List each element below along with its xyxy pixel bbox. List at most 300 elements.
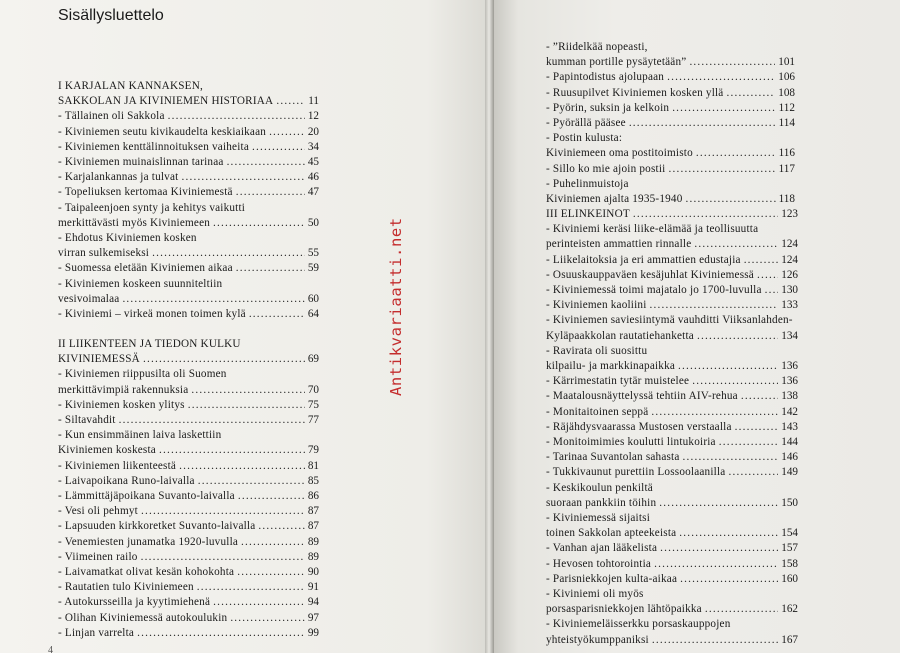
dot-leader bbox=[728, 465, 778, 480]
page-number: 46 bbox=[307, 171, 319, 184]
toc-entry bbox=[58, 125, 319, 140]
page-number: 87 bbox=[307, 505, 319, 518]
toc-entry bbox=[546, 541, 798, 556]
dot-leader bbox=[119, 413, 305, 428]
toc-entry-title: - Vesi oli pehmyt bbox=[58, 505, 138, 518]
toc-entry-title: - Kiviniemi – virkeä monen toimen kylä bbox=[58, 308, 246, 321]
page-number: 112 bbox=[778, 101, 795, 114]
toc-entry-last-line bbox=[546, 207, 798, 222]
page-number: 106 bbox=[778, 71, 795, 84]
dot-leader bbox=[719, 435, 778, 450]
toc-entry bbox=[58, 474, 319, 489]
page-number: 136 bbox=[781, 360, 798, 373]
toc-entry-title: SAKKOLAN JA KIVINIEMEN HISTORIAA bbox=[58, 95, 274, 108]
toc-entry-line: - Kun ensimmäinen laiva laskettiin bbox=[58, 429, 222, 442]
dot-leader bbox=[744, 253, 779, 268]
dot-leader bbox=[654, 557, 778, 572]
dot-leader bbox=[696, 146, 776, 161]
page-number: 94 bbox=[307, 596, 319, 609]
dot-leader bbox=[652, 633, 778, 648]
toc-entry-title: - Parisniekkojen kulta-aikaa bbox=[546, 572, 678, 585]
toc-entry-last-line bbox=[58, 459, 319, 474]
toc-entry-last-line bbox=[546, 389, 798, 404]
toc-entry-last-line bbox=[546, 557, 798, 572]
toc-entry-last-line bbox=[546, 420, 798, 435]
toc-entry-title: Kiviniemeen oma postitoimisto bbox=[546, 147, 693, 160]
dot-leader bbox=[757, 268, 778, 283]
toc-entry-last-line bbox=[58, 398, 319, 413]
toc-entry-last-line bbox=[58, 246, 319, 261]
toc-entry-last-line bbox=[546, 465, 798, 480]
toc-entry bbox=[58, 231, 319, 261]
toc-entry-last-line bbox=[546, 405, 798, 420]
toc-entry-last-line bbox=[546, 526, 798, 541]
toc-entry-title: kilpailu- ja markkinapaikka bbox=[546, 360, 676, 373]
toc-entry-last-line bbox=[58, 125, 319, 140]
toc-entry bbox=[58, 611, 319, 626]
dot-leader bbox=[678, 359, 778, 374]
toc-entry bbox=[546, 435, 798, 450]
toc-entry-title: - Kärrimestatin tytär muistelee bbox=[546, 375, 690, 388]
page-number: 47 bbox=[307, 186, 319, 199]
toc-entry bbox=[546, 450, 798, 465]
toc-entry-title: merkittävästi myös Kiviniemeen bbox=[58, 216, 211, 229]
toc-entry-last-line bbox=[58, 580, 319, 595]
toc-entry-last-line bbox=[58, 550, 319, 565]
toc-entry-last-line bbox=[546, 541, 798, 556]
page-number: 97 bbox=[307, 611, 319, 624]
toc-entry-last-line bbox=[58, 307, 319, 322]
page-number: 45 bbox=[307, 156, 319, 169]
toc-entry bbox=[546, 116, 795, 131]
toc-entry-title: - Olihan Kiviniemessä autokoulukin bbox=[58, 611, 228, 624]
page-number: 114 bbox=[778, 117, 795, 130]
toc-entry-line: - Kiviniemen riippusilta oli Suomen bbox=[58, 368, 227, 381]
dot-leader bbox=[237, 565, 305, 580]
toc-entry bbox=[58, 459, 319, 474]
dot-leader bbox=[683, 450, 779, 465]
toc-entry bbox=[58, 277, 319, 307]
dot-leader bbox=[141, 504, 305, 519]
toc-entry-title: - Monitoimimies koulutti lintukoiria bbox=[546, 436, 716, 449]
toc-entry-line: - Kiviniemessä sijaitsi bbox=[546, 512, 651, 525]
toc-entry-title: - Pyörin, suksin ja kelkoin bbox=[546, 101, 670, 114]
toc-entry-title: - Rautatien tulo Kiviniemeen bbox=[58, 581, 194, 594]
toc-entry bbox=[546, 389, 798, 404]
page-number: 89 bbox=[307, 550, 319, 563]
toc-entry-last-line bbox=[58, 94, 319, 109]
toc-entry-line: - Kiviniemeläisserkku porsaskauppojen bbox=[546, 618, 731, 631]
toc-entry bbox=[58, 595, 319, 610]
toc-entry-last-line bbox=[546, 101, 795, 116]
page-number: 34 bbox=[307, 140, 319, 153]
toc-entry-title: - Tällainen oli Sakkola bbox=[58, 110, 165, 123]
toc-entry bbox=[546, 177, 795, 207]
page-number: 99 bbox=[307, 626, 319, 639]
toc-entry bbox=[546, 131, 795, 161]
toc-entry bbox=[546, 420, 798, 435]
toc-entry-title: - Venemiesten junamatka 1920-luvulla bbox=[58, 535, 239, 548]
dot-leader bbox=[179, 459, 305, 474]
toc-entry-last-line bbox=[58, 474, 319, 489]
toc-entry-line: - Ravirata oli suosittu bbox=[546, 344, 648, 357]
dot-leader bbox=[198, 474, 305, 489]
toc-entry-last-line bbox=[58, 216, 319, 231]
page-number: 118 bbox=[778, 193, 795, 206]
toc-entry-line: - ”Riidelkää nopeasti, bbox=[546, 41, 648, 53]
toc-entry-line: - Kiviniemen saviesiintymä vauhditti Viiksanlahden- bbox=[546, 314, 793, 327]
toc-entry-title: - Kiviniemen liikenteestä bbox=[58, 459, 177, 472]
dot-leader bbox=[236, 261, 305, 276]
dot-leader bbox=[741, 389, 778, 404]
dot-leader bbox=[689, 55, 775, 70]
page-number: 75 bbox=[307, 398, 319, 411]
toc-entry-line: - Kiviniemen koskeen suunniteltiin bbox=[58, 277, 223, 290]
toc-entry-last-line bbox=[546, 450, 798, 465]
page-number: 167 bbox=[781, 633, 798, 646]
page-number: 11 bbox=[308, 95, 319, 108]
toc-entry-title: toinen Sakkolan apteekeista bbox=[546, 527, 677, 540]
toc-entry-title: - Osuuskauppaväen kesäjuhlat Kiviniemessä bbox=[546, 268, 754, 281]
toc-entry-title: virran sulkemiseksi bbox=[58, 247, 150, 260]
dot-leader bbox=[705, 602, 778, 617]
page-number: 59 bbox=[307, 262, 319, 275]
toc-entry-title: - Topeliuksen kertomaa Kiviniemestä bbox=[58, 186, 233, 199]
toc-entry-last-line bbox=[546, 268, 798, 283]
page-number: 162 bbox=[781, 603, 798, 616]
toc-entry-title: - Siltavahdit bbox=[58, 414, 116, 427]
toc-entry bbox=[58, 398, 319, 413]
dot-leader bbox=[651, 405, 778, 420]
toc-entry bbox=[58, 550, 319, 565]
dot-leader bbox=[258, 519, 304, 534]
toc-entry-title: - Kiviniemen kenttälinnoituksen vaiheita bbox=[58, 140, 249, 153]
toc-entry-last-line bbox=[546, 374, 798, 389]
toc-entry-line: - Ehdotus Kiviniemen kosken bbox=[58, 232, 197, 245]
toc-entry-title: - Kiviniemen seutu kivikaudelta keskiaikaan bbox=[58, 125, 267, 138]
toc-entry bbox=[546, 313, 798, 343]
toc-entry-line: - Taipaleenjoen synty ja kehitys vaikutti bbox=[58, 201, 246, 214]
toc-entry-title: merkittävimpiä rakennuksia bbox=[58, 383, 189, 396]
page-number: 124 bbox=[781, 253, 798, 266]
toc-entry bbox=[58, 489, 319, 504]
toc-entry-last-line bbox=[546, 359, 798, 374]
dot-leader bbox=[694, 237, 778, 252]
toc-entry bbox=[58, 337, 319, 367]
toc-entry-title: KIVINIEMESSÄ bbox=[58, 353, 140, 366]
page-number: 117 bbox=[778, 162, 795, 175]
toc-entry-title: - Kiviniemen kaoliini bbox=[546, 299, 647, 312]
dot-leader bbox=[191, 383, 304, 398]
toc-entry bbox=[546, 40, 795, 70]
dot-leader bbox=[680, 572, 778, 587]
toc-entry-last-line bbox=[546, 116, 795, 131]
toc-entry bbox=[546, 344, 798, 374]
page-number: 81 bbox=[307, 459, 319, 472]
dot-leader bbox=[181, 170, 304, 185]
toc-entry bbox=[546, 557, 798, 572]
toc-entry bbox=[546, 465, 798, 480]
page-number: 55 bbox=[307, 247, 319, 260]
toc-entry-title: - Tukkivaunut purettiin Lossoolaanilla bbox=[546, 466, 726, 479]
dot-leader bbox=[213, 216, 305, 231]
page-number: 86 bbox=[307, 490, 319, 503]
toc-entry-last-line bbox=[58, 489, 319, 504]
toc-entry-title: - Lämmittäjäpoikana Suvanto-laivalla bbox=[58, 490, 235, 503]
toc-entry bbox=[546, 283, 798, 298]
toc-entry-last-line bbox=[58, 413, 319, 428]
toc-entry-title: - Räjähdysvaarassa Mustosen verstaalla bbox=[546, 420, 732, 433]
toc-entry-title: - Pyörällä pääsee bbox=[546, 117, 626, 130]
toc-entry bbox=[58, 307, 319, 322]
dot-leader bbox=[137, 626, 305, 641]
toc-entry-title: - Ruusupilvet Kiviniemen kosken yllä bbox=[546, 86, 724, 99]
page-number: 138 bbox=[781, 390, 798, 403]
toc-entry-title: - Liikelaitoksia ja eri ammattien edustajia bbox=[546, 253, 741, 266]
toc-entry-title: Kyläpaakkolan rautatiehanketta bbox=[546, 329, 694, 342]
page-number: 12 bbox=[307, 110, 319, 123]
toc-entry-title: - Kiviniemessä toimi majatalo jo 1700-luvulla bbox=[546, 284, 762, 297]
page-number: 108 bbox=[778, 86, 795, 99]
toc-entry-last-line bbox=[546, 298, 798, 313]
toc-entry-last-line bbox=[546, 237, 798, 252]
toc-entry-last-line bbox=[546, 70, 795, 85]
page-number: 157 bbox=[781, 542, 798, 555]
toc-entry-line: II LIIKENTEEN JA TIEDON KULKU bbox=[58, 338, 241, 350]
toc-entry-line: - Keskikoulun penkiltä bbox=[546, 481, 653, 494]
toc-entry-title: - Laivamatkat olivat kesän kohokohta bbox=[58, 566, 235, 579]
page-number: 60 bbox=[307, 292, 319, 305]
toc-entry bbox=[546, 572, 798, 587]
toc-entry-last-line bbox=[58, 626, 319, 641]
toc-entry-last-line bbox=[58, 565, 319, 580]
page-number: 130 bbox=[781, 284, 798, 297]
dot-leader bbox=[269, 125, 305, 140]
toc-entry-last-line bbox=[58, 352, 319, 367]
page-number: 101 bbox=[778, 56, 795, 69]
toc-entry-last-line bbox=[58, 261, 319, 276]
watermark-text: Antikvariaatti.net bbox=[387, 217, 405, 396]
toc-entry-last-line bbox=[58, 443, 319, 458]
dot-leader bbox=[168, 109, 305, 124]
page-number: 77 bbox=[307, 414, 319, 427]
toc-entry bbox=[58, 261, 319, 276]
dot-leader bbox=[735, 420, 779, 435]
toc-entry-title: Kiviniemen koskesta bbox=[58, 444, 156, 457]
toc-entry-line: - Kiviniemi keräsi liike-elämää ja teollisuutta bbox=[546, 223, 759, 236]
page-number: 87 bbox=[307, 520, 319, 533]
toc-entry-last-line bbox=[546, 329, 798, 344]
toc-entry bbox=[546, 405, 798, 420]
toc-entry bbox=[546, 587, 798, 617]
toc-entry bbox=[546, 70, 795, 85]
toc-entry-last-line bbox=[546, 86, 795, 101]
dot-leader bbox=[668, 162, 775, 177]
dot-leader bbox=[667, 70, 775, 85]
toc-entry bbox=[58, 140, 319, 155]
page-number: 160 bbox=[781, 572, 798, 585]
toc-entry-title: porsasparisniekkojen lähtöpaikka bbox=[546, 603, 702, 616]
dot-leader bbox=[692, 374, 778, 389]
toc-entry bbox=[546, 222, 798, 252]
toc-entry-title: - Kiviniemen kosken ylitys bbox=[58, 398, 185, 411]
toc-entry-title: kumman portille pysäytetään” bbox=[546, 56, 687, 69]
toc-entry-last-line bbox=[58, 519, 319, 534]
toc-entry bbox=[58, 367, 319, 397]
dot-leader bbox=[122, 292, 304, 307]
toc-entry bbox=[58, 185, 319, 200]
page-number: 89 bbox=[307, 535, 319, 548]
toc-entry bbox=[546, 162, 795, 177]
toc-entry-title: suoraan pankkiin töihin bbox=[546, 496, 657, 509]
toc-entry bbox=[546, 207, 798, 222]
toc-entry bbox=[546, 253, 798, 268]
toc-entry-last-line bbox=[58, 185, 319, 200]
page-number: 124 bbox=[781, 238, 798, 251]
toc-entry-last-line bbox=[546, 435, 798, 450]
toc-entry-title: - Kiviniemen muinaislinnan tarinaa bbox=[58, 156, 224, 169]
page-number: 142 bbox=[781, 405, 798, 418]
toc-entry-last-line bbox=[58, 140, 319, 155]
toc-entry bbox=[58, 155, 319, 170]
dot-leader bbox=[633, 207, 778, 222]
toc-entry bbox=[546, 374, 798, 389]
page-number: 149 bbox=[781, 466, 798, 479]
toc-entry-title: Kiviniemen ajalta 1935-1940 bbox=[546, 193, 683, 206]
toc-entry-title: - Autokursseilla ja kyytimiehenä bbox=[58, 596, 211, 609]
toc-entry-last-line bbox=[546, 633, 798, 648]
toc-entry-line: - Puhelinmuistoja bbox=[546, 177, 629, 190]
page-number: 70 bbox=[307, 383, 319, 396]
dot-leader bbox=[276, 94, 305, 109]
dot-leader bbox=[230, 611, 305, 626]
toc-entry-title: - Sillo ko mie ajoin postii bbox=[546, 162, 666, 175]
toc-entry-last-line bbox=[546, 572, 798, 587]
toc-entry-title: - Suomessa eletään Kiviniemen aikaa bbox=[58, 262, 233, 275]
dot-leader bbox=[726, 86, 775, 101]
dot-leader bbox=[765, 283, 779, 298]
toc-entry bbox=[58, 170, 319, 185]
page-number: 116 bbox=[778, 147, 795, 160]
toc-entry-title: - Hevosen tohtorointia bbox=[546, 557, 652, 570]
toc-entry-title: - Karjalankannas ja tulvat bbox=[58, 171, 179, 184]
toc-entry-title: - Tarinaa Suvantolan sahasta bbox=[546, 451, 680, 464]
dot-leader bbox=[213, 595, 305, 610]
dot-leader bbox=[141, 550, 305, 565]
page-number: 79 bbox=[307, 444, 319, 457]
dot-leader bbox=[629, 116, 776, 131]
gutter bbox=[485, 0, 494, 653]
toc-entry-last-line bbox=[546, 146, 795, 161]
toc-entry-title: - Monitaitoinen seppä bbox=[546, 405, 649, 418]
dot-leader bbox=[686, 192, 776, 207]
toc-entry bbox=[58, 109, 319, 124]
toc-entry-title: - Viimeinen railo bbox=[58, 550, 138, 563]
page-number: 4 bbox=[48, 645, 53, 653]
toc-entry-last-line bbox=[58, 504, 319, 519]
page-number: 69 bbox=[307, 353, 319, 366]
toc-entry-title: - Papintodistus ajolupaan bbox=[546, 71, 665, 84]
dot-leader bbox=[660, 541, 778, 556]
toc-entry bbox=[58, 201, 319, 231]
page-number: 158 bbox=[781, 557, 798, 570]
page-number: 133 bbox=[781, 299, 798, 312]
toc-entry-last-line bbox=[58, 170, 319, 185]
page-title: Sisällysluettelo bbox=[58, 7, 164, 24]
toc-entry-title: - Lapsuuden kirkkoretket Suvanto-laivalla bbox=[58, 520, 256, 533]
toc-entry-last-line bbox=[58, 595, 319, 610]
page-number: 136 bbox=[781, 375, 798, 388]
toc-entry bbox=[546, 101, 795, 116]
page-number: 146 bbox=[781, 451, 798, 464]
dot-leader bbox=[241, 535, 305, 550]
dot-leader bbox=[679, 526, 778, 541]
toc-entry-title: - Vanhan ajan lääkelista bbox=[546, 542, 658, 555]
page-number: 154 bbox=[781, 527, 798, 540]
toc-entry-line: I KARJALAN KANNAKSEN, bbox=[58, 80, 203, 92]
toc-entry bbox=[58, 535, 319, 550]
dot-leader bbox=[697, 329, 778, 344]
toc-entry-last-line bbox=[58, 383, 319, 398]
dot-leader bbox=[197, 580, 305, 595]
toc-entry bbox=[546, 511, 798, 541]
toc-entry-last-line bbox=[546, 283, 798, 298]
toc-entry bbox=[58, 626, 319, 641]
dot-leader bbox=[672, 101, 775, 116]
toc-entry-last-line bbox=[546, 162, 795, 177]
toc-entry-last-line bbox=[546, 192, 795, 207]
toc-entry bbox=[546, 481, 798, 511]
toc-entry bbox=[58, 580, 319, 595]
toc-entry-title: perinteisten ammattien rinnalle bbox=[546, 238, 692, 251]
toc-entry-title: III ELINKEINOT bbox=[546, 208, 630, 220]
toc-entry bbox=[546, 268, 798, 283]
dot-leader bbox=[152, 246, 305, 261]
dot-leader bbox=[659, 496, 778, 511]
toc-entry-last-line bbox=[546, 253, 798, 268]
toc-entry-last-line bbox=[58, 155, 319, 170]
page-number: 150 bbox=[781, 496, 798, 509]
toc-entry bbox=[546, 617, 798, 647]
toc-entry-last-line bbox=[58, 611, 319, 626]
dot-leader bbox=[236, 185, 305, 200]
page-number: 64 bbox=[307, 308, 319, 321]
dot-leader bbox=[188, 398, 305, 413]
toc-entry-last-line bbox=[58, 535, 319, 550]
toc-entry-last-line bbox=[546, 496, 798, 511]
dot-leader bbox=[650, 298, 779, 313]
toc-section-2 bbox=[58, 337, 319, 641]
toc-entry-last-line bbox=[58, 292, 319, 307]
toc-section-1 bbox=[58, 79, 319, 322]
toc-entry bbox=[58, 519, 319, 534]
page-number: 90 bbox=[307, 566, 319, 579]
page-number: 126 bbox=[781, 268, 798, 281]
toc-entry-line: - Kiviniemi oli myös bbox=[546, 588, 644, 601]
toc-entry-title: vesivoimalaa bbox=[58, 292, 120, 305]
page-number: 85 bbox=[307, 474, 319, 487]
dot-leader bbox=[227, 155, 305, 170]
toc-section-continued bbox=[546, 40, 795, 207]
page-number: 50 bbox=[307, 216, 319, 229]
toc-entry bbox=[546, 298, 798, 313]
dot-leader bbox=[159, 443, 305, 458]
toc-entry bbox=[58, 428, 319, 458]
toc-entry-title: - Maatalousnäyttelyssä tehtiin AIV-rehua bbox=[546, 390, 738, 403]
toc-entry bbox=[58, 79, 319, 109]
dot-leader bbox=[252, 140, 305, 155]
toc-entry-line: - Postin kulusta: bbox=[546, 132, 623, 145]
